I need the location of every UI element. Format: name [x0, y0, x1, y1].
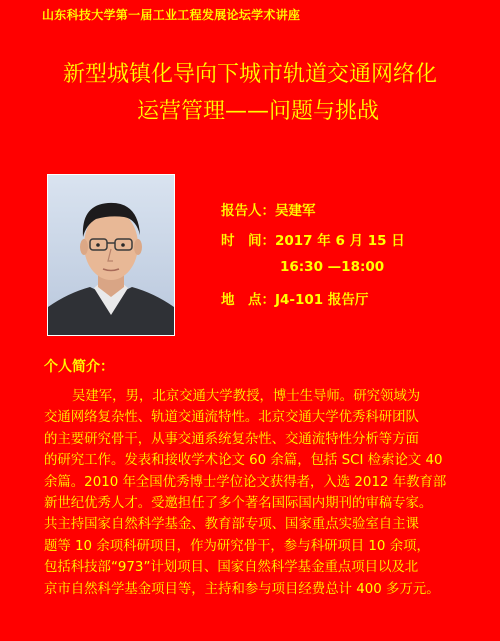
place-label: 地 点： — [221, 292, 275, 308]
profile-line: 共主持国家自然科学基金、教育部专项、国家重点实验室自主课 — [44, 517, 419, 533]
time-row — [221, 229, 405, 249]
profile-line: 吴建军，男，北京交通大学教授，博士生导师。研究领域为 — [72, 389, 421, 404]
profile-line: 题等 10 余项科研项目，作为研究骨干，参与科研项目 10 余项， — [44, 538, 430, 554]
profile-text — [44, 386, 468, 600]
lecture-place: J4-101 报告厅 — [275, 292, 369, 308]
profile-line: 京市自然科学基金项目等，主持和参与项目经费总计 400 多万元。 — [44, 581, 440, 597]
lecture-title — [0, 56, 500, 130]
lecture-date: 2017 年 6 月 15 日 — [275, 233, 405, 249]
profile-heading: 个人简介： — [44, 359, 114, 375]
profile-line: 余篇。2010 年全国优秀博士学位论文获得者，入选 2012 年教育部 — [44, 474, 447, 490]
reporter-row — [221, 199, 316, 219]
profile-line: 交通网络复杂性、轨道交通流特性。北京交通大学优秀科研团队 — [44, 410, 419, 426]
lecture-title-line-1: 新型城镇化导向下城市轨道交通网络化 — [62, 62, 437, 87]
profile-line: 新世纪优秀人才。受邀担任了多个著名国际国内期刊的审稿专家。 — [44, 496, 433, 512]
reporter-label: 报告人： — [221, 203, 275, 219]
lecture-title-line-2: 运营管理——问题与挑战 — [136, 99, 379, 124]
time-range-row — [280, 259, 384, 275]
profile-line: 包括科技部“973”计划项目、国家自然科学基金重点项目以及北 — [44, 560, 419, 576]
time-label: 时 间： — [221, 233, 275, 249]
place-row — [221, 288, 368, 308]
lecture-time-range: 16:30 —18:00 — [280, 259, 385, 275]
profile-line: 的研究工作。发表和接收学术论文 60 余篇，包括 SCI 检索论文 40 — [44, 453, 443, 469]
profile-line: 的主要研究骨干，从事交通系统复杂性、交通流特性分析等方面 — [44, 431, 419, 447]
reporter-name: 吴建军 — [275, 203, 316, 219]
lecture-series-header: 山东科技大学第一届工业工程发展论坛学术讲座 — [42, 8, 301, 22]
speaker-photo — [47, 174, 175, 336]
